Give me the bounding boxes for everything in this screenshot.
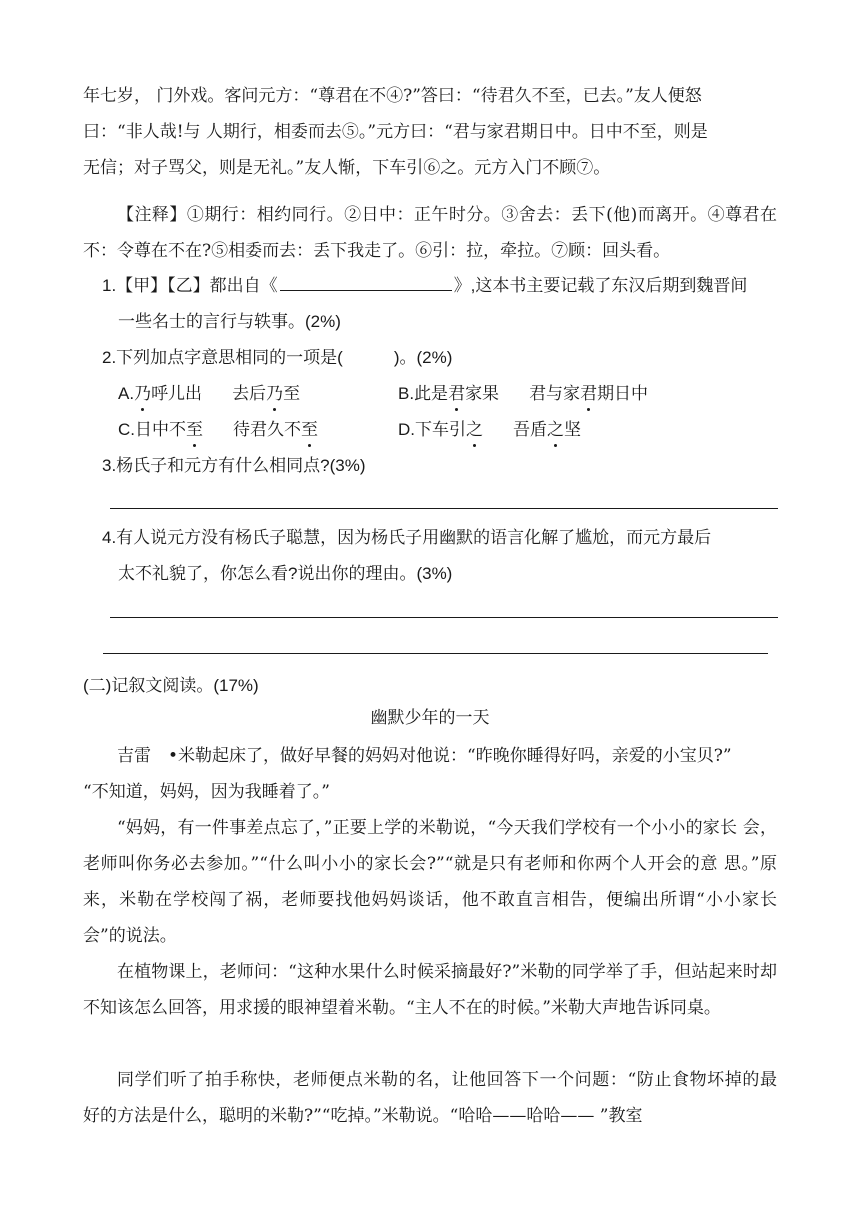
option-b-word1-pre: 此是	[414, 384, 449, 404]
option-d-word2-pre: 吾盾	[513, 420, 547, 440]
passage-line-1: 年七岁， 门外戏。客问元方：“尊君在不④?”答曰：“待君久不至，已去。”友人便怒	[83, 86, 702, 106]
question-1	[102, 268, 778, 304]
dotted-char: 至	[301, 412, 318, 448]
option-d-label: D.	[398, 420, 415, 439]
answer-line-q3[interactable]	[110, 508, 778, 509]
dotted-char: 乃	[266, 376, 283, 412]
option-b-word2-pre: 君与家	[529, 384, 581, 404]
option-b-word2-post: 期日中	[597, 384, 649, 404]
option-a-word1-post: 呼儿出	[151, 384, 203, 404]
section-heading: (二)记叙文阅读。(17%)	[83, 676, 259, 695]
question-1-prefix: 1.【甲】【乙】都出自《	[102, 276, 278, 295]
option-b[interactable]	[398, 376, 648, 412]
option-a-word2-post: 至	[283, 384, 301, 404]
dotted-char: 乃	[134, 376, 151, 412]
option-b-word1-post: 家果	[465, 384, 500, 404]
answer-blank-q1[interactable]	[280, 272, 452, 291]
option-c-label: C.	[118, 420, 135, 439]
dotted-char: 君	[448, 376, 465, 412]
option-d-word1-pre: 下车引	[415, 420, 466, 440]
dotted-char: 之	[547, 412, 564, 448]
dotted-char: 至	[186, 412, 203, 448]
option-c-word2-pre: 待君久不	[233, 420, 301, 440]
question-4-line-2: 太不礼貌了，你怎么看?说出你的理由。(3%)	[118, 564, 453, 583]
article-paragraph-5: 同学们听了拍手称快，老师便点米勒的名，让他回答下一个问题：“防止食物坏掉的最 好的方法是什么，聪明的米勒?”“吃掉。”米勒说。“哈哈——哈哈—— ”教室	[83, 1070, 777, 1126]
option-b-label: B.	[398, 384, 415, 403]
option-a-label: A.	[118, 384, 135, 403]
article-title: 幽默少年的一天	[370, 708, 490, 728]
dotted-char: 之	[466, 412, 483, 448]
option-c[interactable]	[118, 412, 318, 448]
annotation-notes: 【注释】①期行：相约同行。②日中：正午时分。③舍去：丢下(他)而离开。④尊君在不：令尊在不在?⑤相委而去：丢下我走了。⑥引：拉，牵拉。⑦顾：回头看。	[83, 205, 777, 261]
question-3: 3.杨氏子和元方有什么相同点?(3%)	[102, 456, 366, 475]
dotted-char: 君	[580, 376, 597, 412]
article-paragraph-3: “妈妈，有一件事差点忘了，”正要上学的米勒说，“今天我们学校有一个小小的家长 会，老师叫你务必去参加。”“什么叫小小的家长会?”“就是只有老师和你两个人开会的意 思。”原来，米勒在学校闯了祸，老师要找他妈妈谈话，他不敢直言相告，便编出所谓“小小家长会”的说法。	[83, 818, 777, 946]
answer-line-q4-1[interactable]	[110, 617, 778, 618]
option-d-word2-post: 坚	[564, 420, 581, 440]
article-paragraph-2: “不知道，妈妈，因为我睡着了。”	[83, 782, 330, 802]
article-paragraph-1: 吉雷 •米勒起床了，做好早餐的妈妈对他说：“昨晚你睡得好吗，亲爱的小宝贝?”	[117, 746, 732, 766]
option-a[interactable]	[118, 376, 300, 412]
question-4-line-1: 4.有人说元方没有杨氏子聪慧，因为杨氏子用幽默的语言化解了尴尬，而元方最后	[102, 528, 712, 547]
answer-line-q4-2[interactable]	[103, 653, 768, 654]
question-1-suffix: 》,这本书主要记载了东汉后期到魏晋间	[453, 276, 748, 295]
passage-line-2: 曰：“非人哉!与 人期行，相委而去⑤。”元方曰：“君与家君期日中。日中不至，则是	[83, 122, 708, 142]
option-c-word1-pre: 日中不	[135, 420, 186, 440]
option-d[interactable]	[398, 412, 581, 448]
article-paragraph-4: 在植物课上，老师问：“这种水果什么时候采摘最好?”米勒的同学举了手，但站起来时却不知该怎么回答，用求援的眼神望着米勒。“主人不在的时候。”米勒大声地告诉同桌。	[83, 962, 777, 1018]
option-a-word2-pre: 去后	[232, 384, 267, 404]
question-1-continued: 一些名士的言行与轶事。(2%)	[118, 312, 341, 331]
passage-line-3: 无信；对子骂父，则是无礼。”友人惭，下车引⑥之。元方入门不顾⑦。	[83, 158, 611, 178]
question-2-stem: 2.下列加点字意思相同的一项是( )。(2%)	[102, 348, 453, 367]
